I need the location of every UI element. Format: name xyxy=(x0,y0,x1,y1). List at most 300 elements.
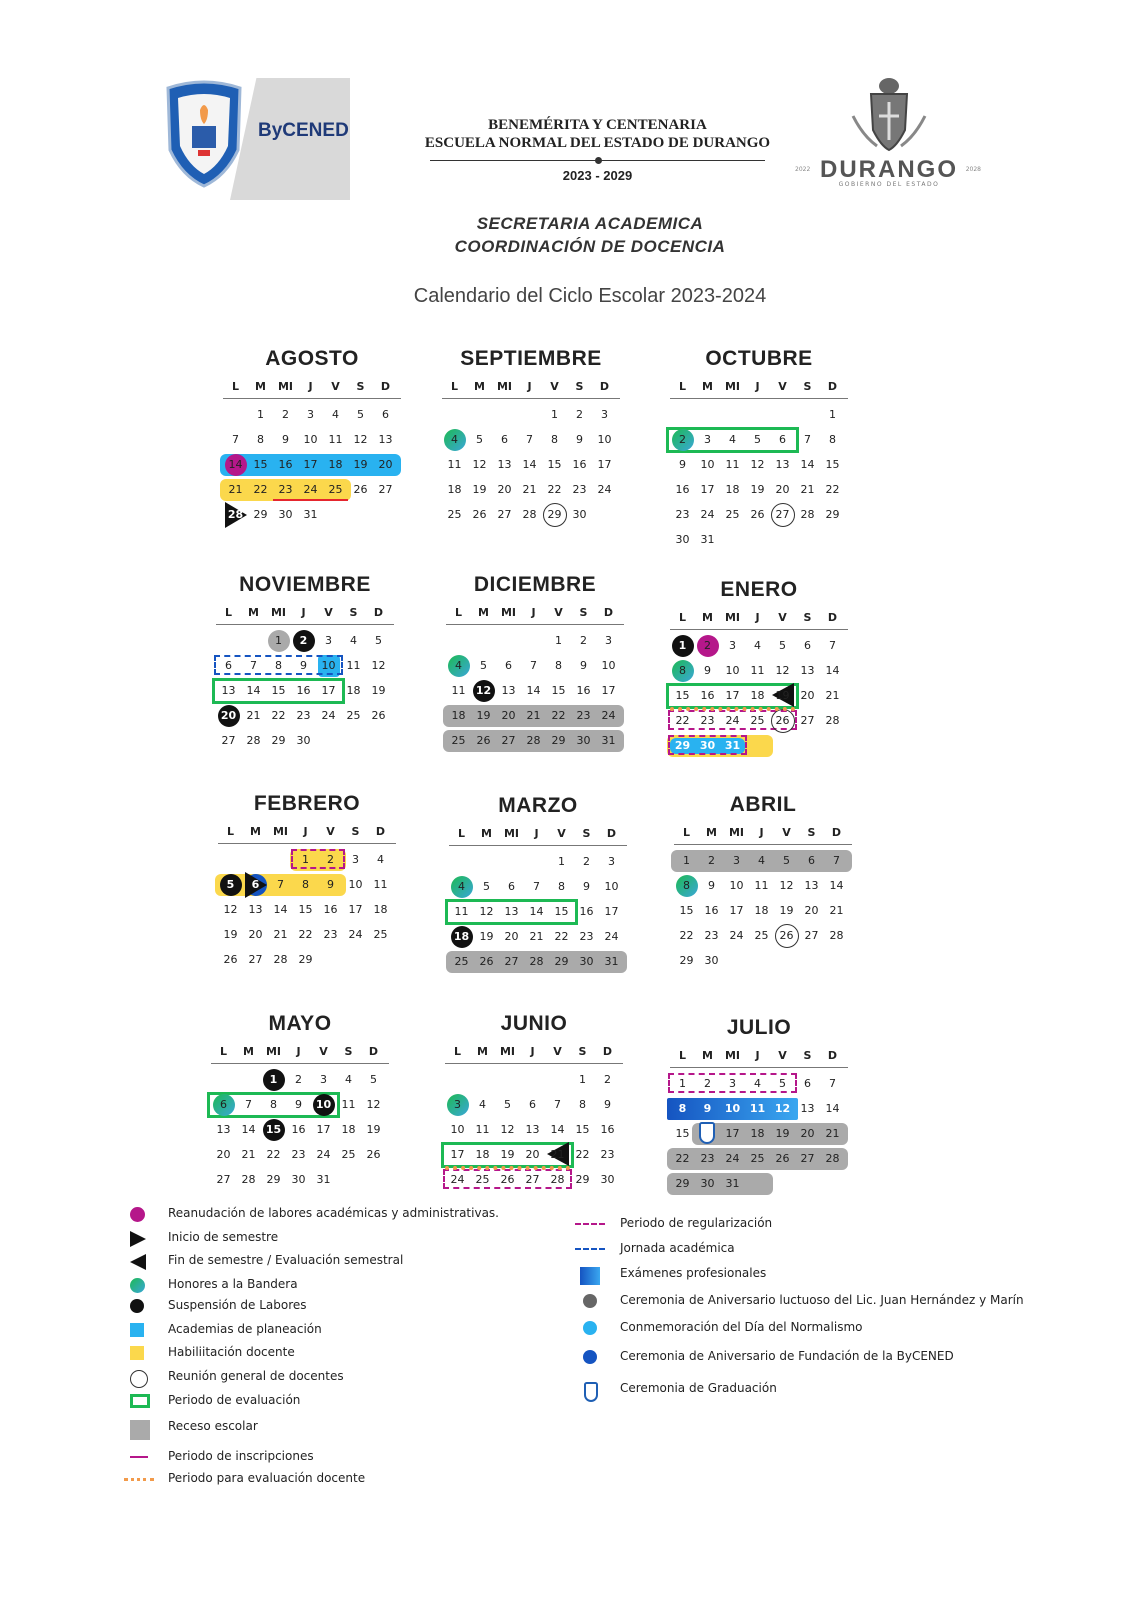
calendar-day: 12 xyxy=(775,664,790,677)
calendar-day: 21 xyxy=(526,709,541,722)
legend-label: Conmemoración del Día del Normalismo xyxy=(620,1320,863,1334)
calendar-day: 3 xyxy=(307,408,314,421)
calendar-day: 13 xyxy=(525,1123,540,1136)
calendar-day: 31 xyxy=(316,1173,331,1186)
calendar-day: 13 xyxy=(216,1123,231,1136)
calendar-day: 6 xyxy=(225,659,232,672)
calendar-day: 29 xyxy=(266,1173,281,1186)
calendar-day: 30 xyxy=(278,508,293,521)
calendar-day: 8 xyxy=(683,879,690,892)
calendar-day: 19 xyxy=(775,1127,790,1140)
calendar-day: 25 xyxy=(447,508,462,521)
calendar-day: 20 xyxy=(800,689,815,702)
calendar-day: 10 xyxy=(597,433,612,446)
calendar-day: 27 xyxy=(221,734,236,747)
calendar-day: 8 xyxy=(257,433,264,446)
calendar-day: 1 xyxy=(257,408,264,421)
calendar-day: 12 xyxy=(472,458,487,471)
navy-gradient-square-icon xyxy=(580,1267,600,1285)
calendar-day: 23 xyxy=(323,928,338,941)
calendar-day: 27 xyxy=(800,714,815,727)
logo-left-text: ByCENED xyxy=(258,120,349,141)
calendar-day: 4 xyxy=(377,853,384,866)
calendar-day: 12 xyxy=(500,1123,515,1136)
calendar-day: 30 xyxy=(296,734,311,747)
blue-square-icon xyxy=(130,1323,144,1337)
calendar-day: 26 xyxy=(472,508,487,521)
weekday-label: M xyxy=(474,380,485,393)
calendar-day: 15 xyxy=(271,684,286,697)
calendar-day: 28 xyxy=(273,953,288,966)
calendar-day: 28 xyxy=(246,734,261,747)
weekday-label: V xyxy=(782,826,791,839)
calendar-day: 16 xyxy=(700,689,715,702)
calendar-day: 20 xyxy=(216,1148,231,1161)
calendar-day: 31 xyxy=(700,533,715,546)
weekday-label: S xyxy=(803,611,812,624)
calendar-day: 24 xyxy=(604,930,619,943)
calendar-day: 10 xyxy=(303,433,318,446)
calendar-day: 19 xyxy=(353,458,368,471)
month-name: FEBRERO xyxy=(253,792,361,815)
calendar-day: 13 xyxy=(501,684,516,697)
weekday-label: L xyxy=(678,1049,686,1062)
legend-label: Jornada académica xyxy=(620,1241,735,1255)
logo-year-right: 2028 xyxy=(965,166,981,173)
month-name: JULIO xyxy=(726,1016,792,1039)
calendar-day: 16 xyxy=(296,684,311,697)
calendar-day: 14 xyxy=(246,684,261,697)
calendar-day: 27 xyxy=(501,734,516,747)
calendar-day: 24 xyxy=(725,1152,740,1165)
black-dot-icon xyxy=(130,1299,144,1313)
legend-label: Exámenes profesionales xyxy=(620,1266,767,1280)
calendar-day: 26 xyxy=(500,1173,515,1186)
calendar-day: 9 xyxy=(295,1098,302,1111)
weekday-label: D xyxy=(831,826,842,839)
weekday-label: J xyxy=(308,380,313,393)
calendar-day: 14 xyxy=(241,1123,256,1136)
weekday-divider xyxy=(674,844,852,845)
calendar-day: 10 xyxy=(604,880,619,893)
calendar-day: 1 xyxy=(678,639,687,652)
calendar-day: 14 xyxy=(829,879,844,892)
school-name xyxy=(420,116,775,183)
weekday-label: D xyxy=(373,606,384,619)
gray-dot-icon xyxy=(583,1294,597,1308)
calendar-day: 26 xyxy=(353,483,368,496)
weekday-label: S xyxy=(356,380,365,393)
weekday-label: S xyxy=(579,606,588,619)
legend-label: Periodo de evaluación xyxy=(168,1393,301,1407)
calendar-day: 29 xyxy=(547,508,562,521)
reverse-triangle-icon xyxy=(130,1254,146,1270)
calendar-day: 22 xyxy=(266,1148,281,1161)
weekday-label: J xyxy=(296,1045,301,1058)
calendar-day: 17 xyxy=(700,483,715,496)
legend-label: Honores a la Bandera xyxy=(168,1277,298,1291)
calendar-day: 3 xyxy=(601,408,608,421)
weekday-label: MI xyxy=(500,606,517,619)
weekday-label: L xyxy=(453,1045,461,1058)
calendar-day: 10 xyxy=(729,879,744,892)
gray-square-icon xyxy=(130,1420,150,1440)
light-blue-dot-icon xyxy=(583,1321,597,1335)
weekday-label: S xyxy=(344,1045,353,1058)
calendar-day: 8 xyxy=(679,664,686,677)
weekday-divider xyxy=(670,1067,848,1068)
calendar-day: 8 xyxy=(551,433,558,446)
calendar-day: 25 xyxy=(341,1148,356,1161)
weekday-label: M xyxy=(477,1045,488,1058)
calendar-day: 8 xyxy=(270,1098,277,1111)
calendar-day: 7 xyxy=(526,433,533,446)
legend-label: Periodo para evaluación docente xyxy=(168,1471,366,1485)
gradient-dot-icon xyxy=(130,1278,145,1293)
calendar-day: 23 xyxy=(576,709,591,722)
calendar-day: 24 xyxy=(450,1173,465,1186)
calendar-day: 14 xyxy=(825,664,840,677)
calendar-day: 6 xyxy=(508,880,515,893)
calendar-day: 7 xyxy=(833,854,840,867)
logo-right-sub: GOBIERNO DEL ESTADO xyxy=(838,181,940,188)
weekday-label: J xyxy=(303,825,308,838)
calendar-day: 6 xyxy=(804,639,811,652)
calendar-day: 26 xyxy=(775,714,790,727)
weekday-label: L xyxy=(457,827,465,840)
calendar-day: 5 xyxy=(783,854,790,867)
calendar-day: 5 xyxy=(476,433,483,446)
calendar-day: 7 xyxy=(554,1098,561,1111)
month-name: ENERO xyxy=(720,578,798,601)
calendar-day: 2 xyxy=(704,1077,711,1090)
calendar-day: 10 xyxy=(724,1102,741,1115)
calendar-day: 14 xyxy=(522,458,537,471)
calendar-day: 6 xyxy=(808,854,815,867)
weekday-label: D xyxy=(603,606,614,619)
calendar-day: 18 xyxy=(754,904,769,917)
calendar-day: 21 xyxy=(246,709,261,722)
calendar-day: 5 xyxy=(480,659,487,672)
calendar-day: 14 xyxy=(529,905,544,918)
calendar-day: 2 xyxy=(708,854,715,867)
calendar-day: 22 xyxy=(271,709,286,722)
calendar-day: 27 xyxy=(378,483,393,496)
calendar-day: 29 xyxy=(554,955,569,968)
calendar-day: 29 xyxy=(675,1177,690,1190)
calendar-day: 24 xyxy=(303,483,318,496)
calendar-day: 23 xyxy=(675,508,690,521)
calendar-day: 9 xyxy=(708,879,715,892)
calendar-day: 9 xyxy=(679,458,686,471)
empty-circle-icon xyxy=(130,1370,148,1388)
weekday-label: MI xyxy=(277,380,294,393)
calendar-day: 11 xyxy=(447,458,462,471)
month-name: DICIEMBRE xyxy=(473,573,597,596)
weekday-label: J xyxy=(755,611,760,624)
calendar-day: 14 xyxy=(526,684,541,697)
weekday-divider xyxy=(670,398,848,399)
legend-label: Inicio de semestre xyxy=(168,1230,279,1244)
blue-dash-icon xyxy=(575,1248,605,1250)
calendar-day: 5 xyxy=(779,1077,786,1090)
calendar-day: 26 xyxy=(223,953,238,966)
calendar-day: 29 xyxy=(253,508,268,521)
weekday-label: D xyxy=(827,611,838,624)
weekday-label: V xyxy=(553,1045,562,1058)
calendar-day: 11 xyxy=(346,659,361,672)
calendar-day: 24 xyxy=(348,928,363,941)
calendar-day: 14 xyxy=(228,458,243,471)
calendar-day: 10 xyxy=(450,1123,465,1136)
calendar-day: 18 xyxy=(341,1123,356,1136)
legend-label: Ceremonia de Aniversario de Fundación de la ByCENED xyxy=(620,1349,954,1363)
calendar-day: 22 xyxy=(554,930,569,943)
calendar-day: 24 xyxy=(729,929,744,942)
calendar-day: 21 xyxy=(273,928,288,941)
calendar-day: 30 xyxy=(576,734,591,747)
calendar-day: 24 xyxy=(601,709,616,722)
calendar-day: 28 xyxy=(529,955,544,968)
calendar-day: 16 xyxy=(323,903,338,916)
calendar-day: 18 xyxy=(475,1148,490,1161)
weekday-label: M xyxy=(255,380,266,393)
weekday-divider xyxy=(446,624,624,625)
calendar-day: 12 xyxy=(475,684,492,697)
calendar-day: 18 xyxy=(447,483,462,496)
calendar-day: 18 xyxy=(346,684,361,697)
calendar-day: 20 xyxy=(501,709,516,722)
calendar-day: 29 xyxy=(551,734,566,747)
legend-label: Ceremonia de Graduación xyxy=(620,1381,777,1395)
calendar-day: 12 xyxy=(223,903,238,916)
weekday-divider xyxy=(442,398,620,399)
calendar-day: 15 xyxy=(575,1123,590,1136)
weekday-label: J xyxy=(527,380,532,393)
calendar-day: 19 xyxy=(476,709,491,722)
calendar-day: 30 xyxy=(704,954,719,967)
calendar-day: 10 xyxy=(601,659,616,672)
weekday-label: M xyxy=(478,606,489,619)
calendar-day: 1 xyxy=(558,855,565,868)
weekday-label: J xyxy=(755,380,760,393)
calendar-day: 25 xyxy=(750,1152,765,1165)
calendar-day: 7 xyxy=(804,433,811,446)
weekday-label: D xyxy=(380,380,391,393)
weekday-label: S xyxy=(349,606,358,619)
legend-label: Periodo de regularización xyxy=(620,1216,773,1230)
weekday-label: V xyxy=(554,606,563,619)
calendar-day: 23 xyxy=(704,929,719,942)
weekday-label: D xyxy=(606,827,617,840)
calendar-day: 30 xyxy=(600,1173,615,1186)
calendar-day: 28 xyxy=(526,734,541,747)
calendar-day: 25 xyxy=(750,714,765,727)
calendar-day: 20 xyxy=(804,904,819,917)
month-name: JUNIO xyxy=(500,1012,568,1035)
calendar-day: 3 xyxy=(608,855,615,868)
calendar-day: 2 xyxy=(604,1073,611,1086)
weekday-label: J xyxy=(759,826,764,839)
calendar-day: 12 xyxy=(479,905,494,918)
calendar-day: 17 xyxy=(450,1148,465,1161)
calendar-day: 17 xyxy=(729,904,744,917)
calendar-day: 23 xyxy=(296,709,311,722)
calendar-day: 18 xyxy=(451,709,466,722)
calendar-day: 17 xyxy=(725,689,740,702)
calendar-day: 19 xyxy=(371,684,386,697)
calendar-day: 9 xyxy=(580,659,587,672)
orange-dots-icon xyxy=(124,1478,154,1481)
calendar-day: 18 xyxy=(725,483,740,496)
calendar-day: 18 xyxy=(750,689,765,702)
calendar-day: 18 xyxy=(750,1127,765,1140)
calendar-day: 11 xyxy=(373,878,388,891)
calendar-day: 15 xyxy=(265,1123,282,1136)
green-rectangle-icon xyxy=(130,1394,150,1408)
calendar-day: 18 xyxy=(328,458,343,471)
school-line1: BENEMÉRITA Y CENTENARIA xyxy=(488,117,707,133)
calendar-day: 2 xyxy=(295,1073,302,1086)
calendar-day: 8 xyxy=(555,659,562,672)
calendar-day: 29 xyxy=(271,734,286,747)
calendar-day: 29 xyxy=(825,508,840,521)
calendar-day: 30 xyxy=(700,1177,715,1190)
calendar-day: 7 xyxy=(250,659,257,672)
logo-right-text: DURANGO xyxy=(820,156,958,183)
calendar-day: 27 xyxy=(775,508,790,521)
calendar-day: 21 xyxy=(228,483,243,496)
calendar-day: 25 xyxy=(725,508,740,521)
calendar-day: 16 xyxy=(278,458,293,471)
calendar-day: 1 xyxy=(679,1077,686,1090)
calendar-day: 5 xyxy=(226,878,235,891)
calendar-day: 6 xyxy=(505,659,512,672)
calendar-day: 21 xyxy=(522,483,537,496)
calendar-day: 30 xyxy=(291,1173,306,1186)
calendar-day: 20 xyxy=(378,458,393,471)
school-years: 2023 - 2029 xyxy=(562,168,633,183)
calendar-day: 9 xyxy=(704,664,711,677)
month-name: SEPTIEMBRE xyxy=(460,347,602,370)
calendar-day: 13 xyxy=(775,458,790,471)
weekday-label: MI xyxy=(724,380,741,393)
calendar-day: 27 xyxy=(800,1152,815,1165)
weekday-label: D xyxy=(368,1045,379,1058)
coordinacion-heading: COORDINACIÓN DE DOCENCIA xyxy=(454,237,726,256)
calendar-day: 31 xyxy=(303,508,318,521)
calendar-day: 15 xyxy=(679,904,694,917)
calendar-day: 31 xyxy=(724,739,741,752)
calendar-day: 13 xyxy=(497,458,512,471)
calendar-day: 2 xyxy=(576,408,583,421)
calendar-day: 22 xyxy=(575,1148,590,1161)
calendar-day: 6 xyxy=(529,1098,536,1111)
calendar-day: 14 xyxy=(550,1123,565,1136)
calendar-day: 8 xyxy=(678,1102,687,1115)
weekday-label: D xyxy=(827,1049,838,1062)
calendar-day: 17 xyxy=(348,903,363,916)
calendar-day: 19 xyxy=(500,1148,515,1161)
weekday-divider xyxy=(216,624,394,625)
calendar-day: 23 xyxy=(572,483,587,496)
calendar-day: 4 xyxy=(332,408,339,421)
secretaria-heading: SECRETARIA ACADEMICA xyxy=(476,214,704,233)
weekday-label: V xyxy=(331,380,340,393)
weekday-label: V xyxy=(557,827,566,840)
calendar-day: 5 xyxy=(754,433,761,446)
weekday-label: V xyxy=(778,380,787,393)
calendar-day: 15 xyxy=(298,903,313,916)
calendar-day: 23 xyxy=(700,1152,715,1165)
calendar-day: 14 xyxy=(273,903,288,916)
calendar-day: 13 xyxy=(504,905,519,918)
calendar-day: 25 xyxy=(754,929,769,942)
calendar-day: 28 xyxy=(241,1173,256,1186)
calendar-day: 20 xyxy=(248,928,263,941)
calendar-day: 12 xyxy=(353,433,368,446)
calendar-day: 25 xyxy=(475,1173,490,1186)
weekday-label: J xyxy=(530,1045,535,1058)
weekday-label: MI xyxy=(499,1045,516,1058)
calendar-day: 5 xyxy=(357,408,364,421)
calendar-day: 4 xyxy=(458,880,465,893)
weekday-divider xyxy=(670,629,848,630)
calendar-day: 31 xyxy=(604,955,619,968)
weekday-divider xyxy=(449,845,627,846)
calendar-day: 20 xyxy=(497,483,512,496)
calendar-day: 9 xyxy=(604,1098,611,1111)
calendar-day: 15 xyxy=(825,458,840,471)
calendar-day: 9 xyxy=(282,433,289,446)
calendar-day: 28 xyxy=(522,508,537,521)
weekday-divider xyxy=(223,398,401,399)
calendar-title: Calendario del Ciclo Escolar 2023-2024 xyxy=(413,285,767,307)
calendar-day: 5 xyxy=(370,1073,377,1086)
inscription-underline xyxy=(273,499,348,501)
calendar-day: 16 xyxy=(576,684,591,697)
calendar-day: 28 xyxy=(800,508,815,521)
calendar-day: 5 xyxy=(375,634,382,647)
calendar-day: 23 xyxy=(278,483,293,496)
weekday-label: MI xyxy=(503,827,520,840)
weekday-label: S xyxy=(582,827,591,840)
weekday-divider xyxy=(445,1063,623,1064)
calendar-day: 15 xyxy=(253,458,268,471)
calendar-day: 3 xyxy=(454,1098,461,1111)
calendar-day: 27 xyxy=(497,508,512,521)
calendar-day: 8 xyxy=(829,433,836,446)
calendar-day: 16 xyxy=(704,904,719,917)
calendar-day: 20 xyxy=(775,483,790,496)
legend-label: Suspensión de Labores xyxy=(168,1298,307,1312)
calendar-day: 8 xyxy=(302,878,309,891)
calendar-day: 17 xyxy=(303,458,318,471)
legend-label: Receso escolar xyxy=(168,1419,258,1433)
calendar-day: 26 xyxy=(479,955,494,968)
calendar-day: 3 xyxy=(352,853,359,866)
calendar-day: 16 xyxy=(600,1123,615,1136)
calendar-day: 21 xyxy=(825,1127,840,1140)
calendar-day: 11 xyxy=(341,1098,356,1111)
calendar-day: 2 xyxy=(583,855,590,868)
weekday-label: MI xyxy=(724,1049,741,1062)
calendar-day: 2 xyxy=(299,634,308,647)
calendar-day: 30 xyxy=(699,739,716,752)
calendar-day: 18 xyxy=(373,903,388,916)
weekday-label: S xyxy=(351,825,360,838)
weekday-label: MI xyxy=(270,606,287,619)
